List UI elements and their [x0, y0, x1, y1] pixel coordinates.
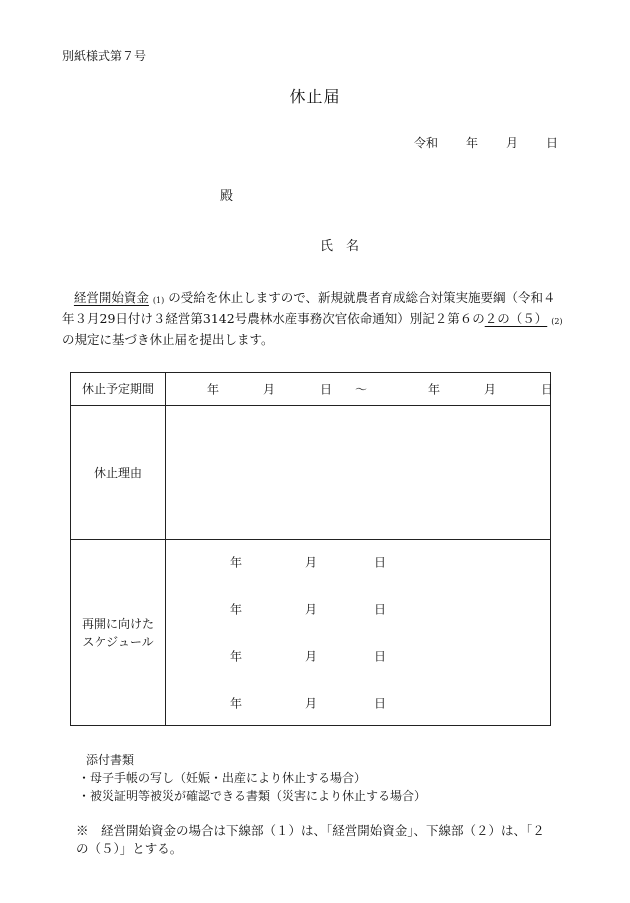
attachment-item: ・被災証明等被災が確認できる書類（災害により休止する場合） [78, 789, 427, 803]
addressee-suffix: 殿 [220, 189, 234, 204]
date-era: 令和 [413, 136, 438, 150]
schedule-2-day: 日 [374, 602, 387, 617]
schedule-3-day: 日 [374, 649, 387, 664]
period-row [71, 373, 551, 406]
name-label: 氏 名 [320, 239, 360, 254]
period-field[interactable] [166, 373, 554, 406]
date-month: 月 [505, 136, 518, 150]
schedule-3-month: 月 [305, 649, 318, 664]
submission-date [414, 134, 558, 151]
schedule-label-line-1: 再開に向けた [81, 616, 154, 631]
schedule-4-year: 年 [230, 696, 243, 711]
date-year: 年 [465, 136, 478, 150]
schedule-2-month: 月 [305, 602, 318, 617]
date-day: 日 [545, 136, 558, 150]
schedule-3-year: 年 [230, 649, 243, 664]
period-end-year: 年 [428, 382, 441, 397]
schedule-1-year: 年 [230, 555, 243, 570]
schedule-row [71, 540, 551, 726]
period-end-day: 日 [541, 382, 554, 397]
reason-label: 休止理由 [71, 406, 166, 540]
period-end-month: 月 [484, 382, 497, 397]
statement-part-2: の受給を休止しますので、新規就農者育成総合対策実施要綱（令和４年３月29日付け３経営第3142号農林水産事務次官依命通知）別記２第６の [62, 290, 556, 326]
schedule-label-line-2: スケジュール [82, 634, 154, 649]
attachments-heading: 添付書類 [86, 753, 135, 767]
period-start-year: 年 [207, 382, 220, 397]
schedule-2-year: 年 [230, 602, 243, 617]
statement-text [62, 289, 567, 349]
period-start-day: 日 [320, 382, 333, 397]
underline-part-2: ２の（５） [484, 311, 548, 326]
underline-mark-2: (2) [551, 317, 563, 326]
statement-part-4: の規定に基づき休止届を提出します。 [62, 332, 274, 347]
underline-part-1: 経営開始資金 [73, 290, 149, 305]
schedule-field[interactable] [166, 540, 551, 726]
schedule-label [71, 540, 166, 726]
schedule-1-month: 月 [305, 555, 318, 570]
schedule-1-day: 日 [374, 555, 387, 570]
suspension-form-table [70, 372, 554, 726]
period-label: 休止予定期間 [71, 373, 166, 406]
document-title: 休止届 [289, 87, 341, 106]
schedule-4-month: 月 [305, 696, 318, 711]
reason-row [71, 406, 551, 540]
schedule-4-day: 日 [374, 696, 387, 711]
reason-field[interactable] [166, 406, 551, 540]
form-number: 別紙様式第７号 [62, 49, 147, 63]
attachment-item: ・母子手帳の写し（妊娠・出産により休止する場合） [78, 771, 367, 785]
period-tilde: ～ [355, 382, 368, 397]
underline-mark-1: (1) [152, 296, 165, 305]
note-text: ※ 経営開始資金の場合は下線部（１）は、「経営開始資金」、下線部（２）は、「２の（５）」とする。 [76, 823, 545, 856]
period-start-month: 月 [263, 382, 276, 397]
